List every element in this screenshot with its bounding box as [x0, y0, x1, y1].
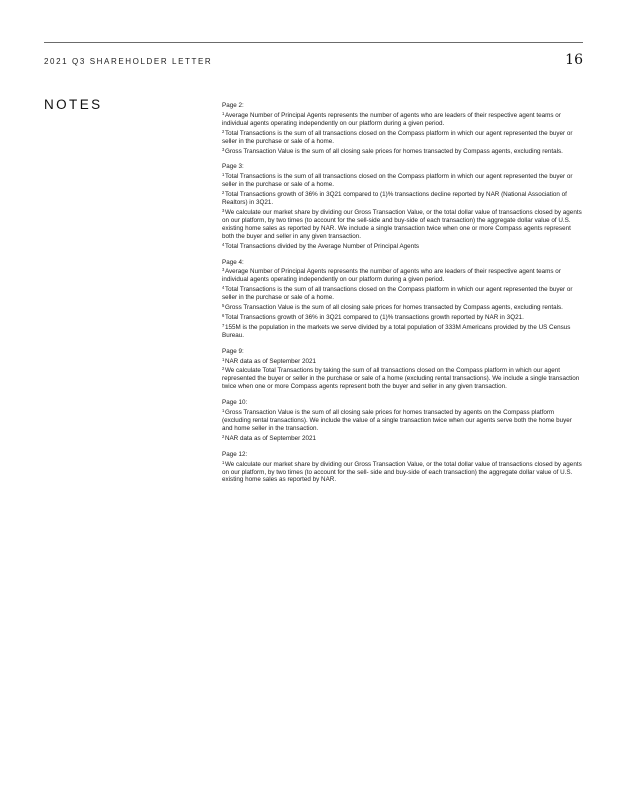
footnote	[222, 356, 582, 366]
footnote	[222, 312, 582, 322]
footnote	[222, 207, 582, 241]
footnote	[222, 407, 582, 433]
footnote-text: NAR data as of September 2021	[224, 357, 316, 365]
footnote	[222, 110, 582, 128]
footnote	[222, 171, 582, 189]
footnote-number: 5	[222, 303, 225, 309]
footnote-number: 1	[222, 408, 225, 414]
footnote	[222, 284, 582, 302]
footnote	[222, 266, 582, 284]
footnote	[222, 322, 582, 340]
section-title: NOTES	[44, 97, 103, 112]
notes-group-page-4	[222, 259, 582, 340]
footnote-text: Total Transactions is the sum of all transactions closed on the Compass platform in which our agent represented the buyer or seller in the purchase or sale of a home.	[222, 173, 573, 189]
footnote-number: 3	[222, 146, 225, 152]
footnote-text: Total Transactions is the sum of all transactions closed on the Compass platform in which our agent represented the buyer or seller in the purchase or sale of a home.	[222, 129, 573, 145]
footnote-number: 4	[222, 241, 225, 247]
footnote-number: 3	[222, 207, 225, 213]
footnote-text: Total Transactions growth of 36% in 3Q21 compared to (1)% transactions decline reported by NAR (National Association of Realtors) in 3Q21.	[222, 191, 567, 207]
notes-group-page-2	[222, 102, 582, 155]
footnote-text: We calculate our market share by dividing our Gross Transaction Value, or the total dollar value of transactions closed by agents on our platform, by two times (to account for the sell-side and buy-side of each transaction) the aggregate dollar value of U.S. existing home sales as reported by NAR. We include a single transaction twice when one or more Compass agents represent both the buyer and seller in any given transaction.	[222, 208, 582, 240]
footnote	[222, 433, 582, 443]
footnote-number: 1	[222, 110, 225, 116]
footnote-text: We calculate our market share by dividing our Gross Transaction Value, or the total dollar value of transactions closed by agents on our platform, by two times (to account for the sell- side and buy-side of each transaction) the aggregate dollar value of U.S. existing home sales as reported by NAR.	[222, 460, 582, 484]
group-label: Page 3:	[222, 163, 244, 171]
footnote-number: 3	[222, 267, 225, 273]
group-label: Page 12:	[222, 450, 248, 458]
footnote-text: Gross Transaction Value is the sum of all closing sale prices for homes transacted by Compass agents, excluding rentals.	[224, 147, 563, 155]
footnote	[222, 302, 582, 312]
footnote-number: 1	[222, 356, 225, 362]
notes-group-page-12	[222, 451, 582, 485]
footnote-text: Total Transactions divided by the Average Number of Principal Agents	[224, 242, 420, 250]
notes-group-page-9	[222, 348, 582, 392]
page-number: 16	[565, 52, 583, 68]
footnote-number: 2	[222, 128, 225, 134]
footnote-text: Average Number of Principal Agents represents the number of agents who are leaders of their respective agent teams or individual agents operating independently on our platform during a given period.	[222, 268, 561, 284]
footnote-number: 2	[222, 190, 225, 196]
footnote-text: Gross Transaction Value is the sum of all closing sale prices for homes transacted by agents on the Compass platform (excluding rental transactions). We include the value of a single transaction twice when our agents serve both the home buyer and home seller in the transaction.	[222, 409, 572, 432]
footnote-number: 1	[222, 172, 225, 178]
footnote	[222, 146, 582, 156]
footnote-number: 4	[222, 285, 225, 291]
notes-group-page-3	[222, 163, 582, 250]
footnote-number: 7	[222, 322, 225, 328]
footnote-text: Total Transactions is the sum of all transactions closed on the Compass platform in which our agent represented the buyer or seller in the purchase or sale of a home.	[222, 286, 573, 302]
footnote-number: 1	[222, 459, 225, 465]
notes-group-page-10	[222, 399, 582, 443]
footnote-text: Average Number of Principal Agents represents the number of agents who are leaders of their respective agent teams or individual agents operating independently on our platform during a given period.	[222, 111, 561, 127]
header-title: 2021 Q3 SHAREHOLDER LETTER	[44, 57, 213, 66]
group-label: Page 9:	[222, 347, 244, 355]
footnote-text: 155M is the population in the markets we serve divided by a total population of 333M Americans provided by the US Census Bureau.	[222, 323, 571, 339]
footnote-number: 2	[222, 433, 225, 439]
group-label: Page 2:	[222, 102, 244, 109]
footnote-text: We calculate Total Transactions by taking the sum of all transactions closed on the Compass platform in which our agent represented the buyer or seller in the purchase or sale of a home (excluding rental transactions). We include a single transaction twice when one or more Compass agents represent both the buyer and seller in any given transaction.	[222, 367, 580, 391]
notes-body	[222, 102, 582, 492]
footnote	[222, 241, 582, 251]
footnote	[222, 128, 582, 146]
footnote-text: NAR data as of September 2021	[224, 434, 316, 442]
footnote-text: Total Transactions growth of 36% in 3Q21 compared to (1)% transactions growth reported by NAR in 3Q21.	[224, 313, 524, 321]
footnote	[222, 459, 582, 485]
header-rule	[44, 42, 583, 43]
group-label: Page 4:	[222, 258, 244, 266]
footnote-text: Gross Transaction Value is the sum of all closing sale prices for homes transacted by Compass agents, excluding rentals.	[224, 304, 563, 312]
footnote	[222, 189, 582, 207]
footnote-number: 2	[222, 366, 225, 372]
group-label: Page 10:	[222, 399, 248, 407]
footnote	[222, 365, 582, 391]
footnote-number: 6	[222, 312, 225, 318]
